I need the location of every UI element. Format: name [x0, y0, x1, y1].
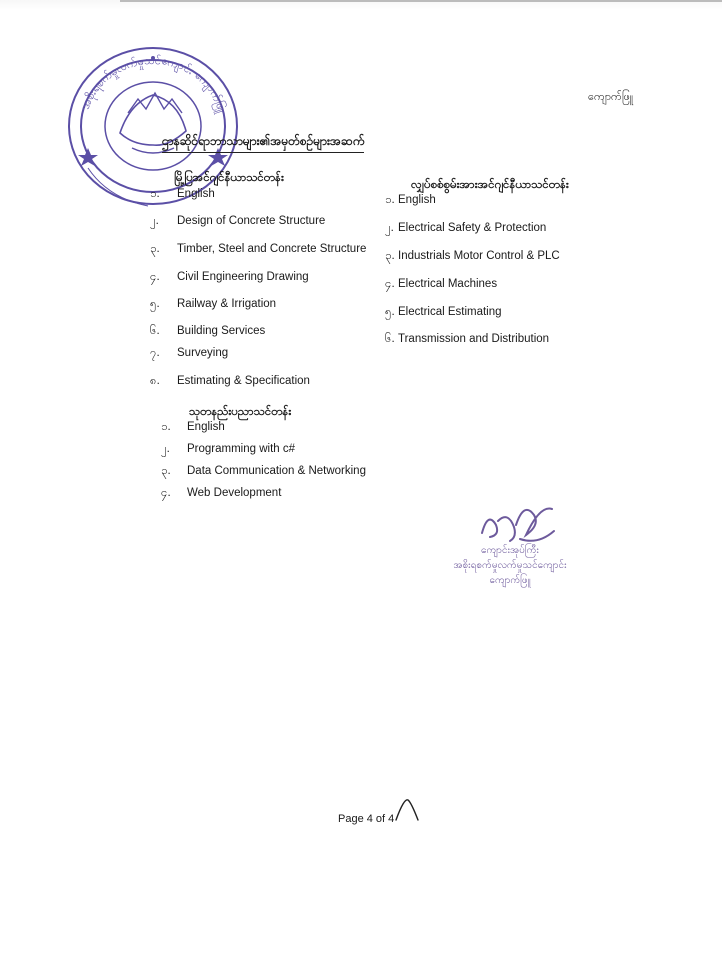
seal-lettering: အစိုးရစက်မှုလက်မှုသင်ကျောင်း ကျောက်ဖြူ [78, 53, 229, 115]
item-number: ၁. [161, 421, 171, 433]
item-number: ၁. [150, 188, 160, 200]
list-item [150, 296, 366, 313]
signatory-institution: အစိုးရစက်မှုလက်မှုသင်ကျောင်း [453, 560, 567, 571]
list-item [385, 220, 560, 237]
civil-course-title: မြို့ပြအင်ဂျင်နီယာသင်တန်း [174, 170, 284, 184]
electrical-course-title: လျှပ်စစ်စွမ်းအားအင်ဂျင်နီယာသင်တန်း [411, 177, 569, 191]
signatory-title: ကျောင်းအုပ်ကြီး [481, 545, 539, 556]
signatory-location: ကျောက်ဖြူ [489, 575, 531, 586]
item-number: ၃. [161, 465, 171, 477]
list-item [150, 323, 366, 340]
item-number: ၄. [150, 271, 160, 283]
item-label: English [398, 194, 436, 206]
document-title: ဌာနဆိုင်ရာဘာသာများ၏အမှတ်စဉ်များအဆက် [162, 133, 364, 153]
item-number: ၈. [150, 375, 160, 387]
item-number: ၂. [150, 215, 159, 227]
item-label: Industrials Motor Control & PLC [398, 250, 560, 262]
item-label: Estimating & Specification [177, 375, 310, 387]
signatory-block [440, 543, 580, 588]
list-item [385, 304, 560, 321]
item-number: ၃. [150, 243, 160, 255]
item-label: Timber, Steel and Concrete Structure [177, 243, 367, 255]
item-number: ၅. [150, 298, 160, 310]
item-number: ၄. [161, 487, 171, 499]
list-item [150, 186, 366, 203]
list-item [150, 213, 366, 230]
list-item [385, 276, 560, 293]
item-label: Railway & Irrigation [177, 298, 277, 310]
list-item [150, 345, 366, 362]
item-number: ၅. [385, 306, 395, 318]
item-label: Electrical Estimating [398, 306, 502, 318]
item-label: Programming with c# [187, 443, 296, 455]
civil-subject-list [150, 186, 367, 387]
item-label: Design of Concrete Structure [177, 215, 326, 227]
item-label: Building Services [177, 325, 266, 337]
page-number: Page 4 of 4 [338, 813, 395, 825]
list-item [150, 269, 366, 286]
item-label: Electrical Safety & Protection [398, 222, 547, 234]
item-number: ၆. [150, 325, 160, 337]
electrical-subject-list [385, 192, 560, 345]
list-item [161, 419, 366, 436]
list-item [161, 441, 366, 458]
item-number: ၇. [150, 347, 160, 359]
item-label: Data Communication & Networking [187, 465, 366, 477]
list-item [161, 463, 366, 480]
item-label: Civil Engineering Drawing [177, 271, 309, 283]
item-number: ၂. [161, 443, 170, 455]
list-item [385, 192, 560, 209]
scan-edge [120, 0, 722, 2]
item-label: English [187, 421, 225, 433]
item-number: ၄. [385, 278, 395, 290]
list-item [150, 241, 366, 258]
it-course-title: သုတနည်းပညာသင်တန်း [189, 404, 292, 418]
item-number: ၂. [385, 222, 394, 234]
it-subject-list [161, 419, 366, 499]
list-item [161, 485, 366, 502]
document-reference: ကျောက်ဖြူ [588, 90, 634, 103]
item-number: ၆. [385, 333, 395, 345]
list-item [150, 373, 366, 390]
item-label: Web Development [187, 487, 282, 499]
handwritten-mark-icon [393, 798, 421, 824]
item-label: English [177, 188, 215, 200]
item-number: ၃. [385, 250, 395, 262]
list-item [385, 248, 560, 265]
item-label: Surveying [177, 347, 229, 359]
list-item [385, 331, 560, 348]
item-number: ၁. [385, 194, 395, 206]
svg-text:အစိုးရစက်မှုလက်မှုသင်ကျောင်း က [79, 54, 230, 116]
item-label: Electrical Machines [398, 278, 498, 290]
item-label: Transmission and Distribution [398, 333, 550, 345]
